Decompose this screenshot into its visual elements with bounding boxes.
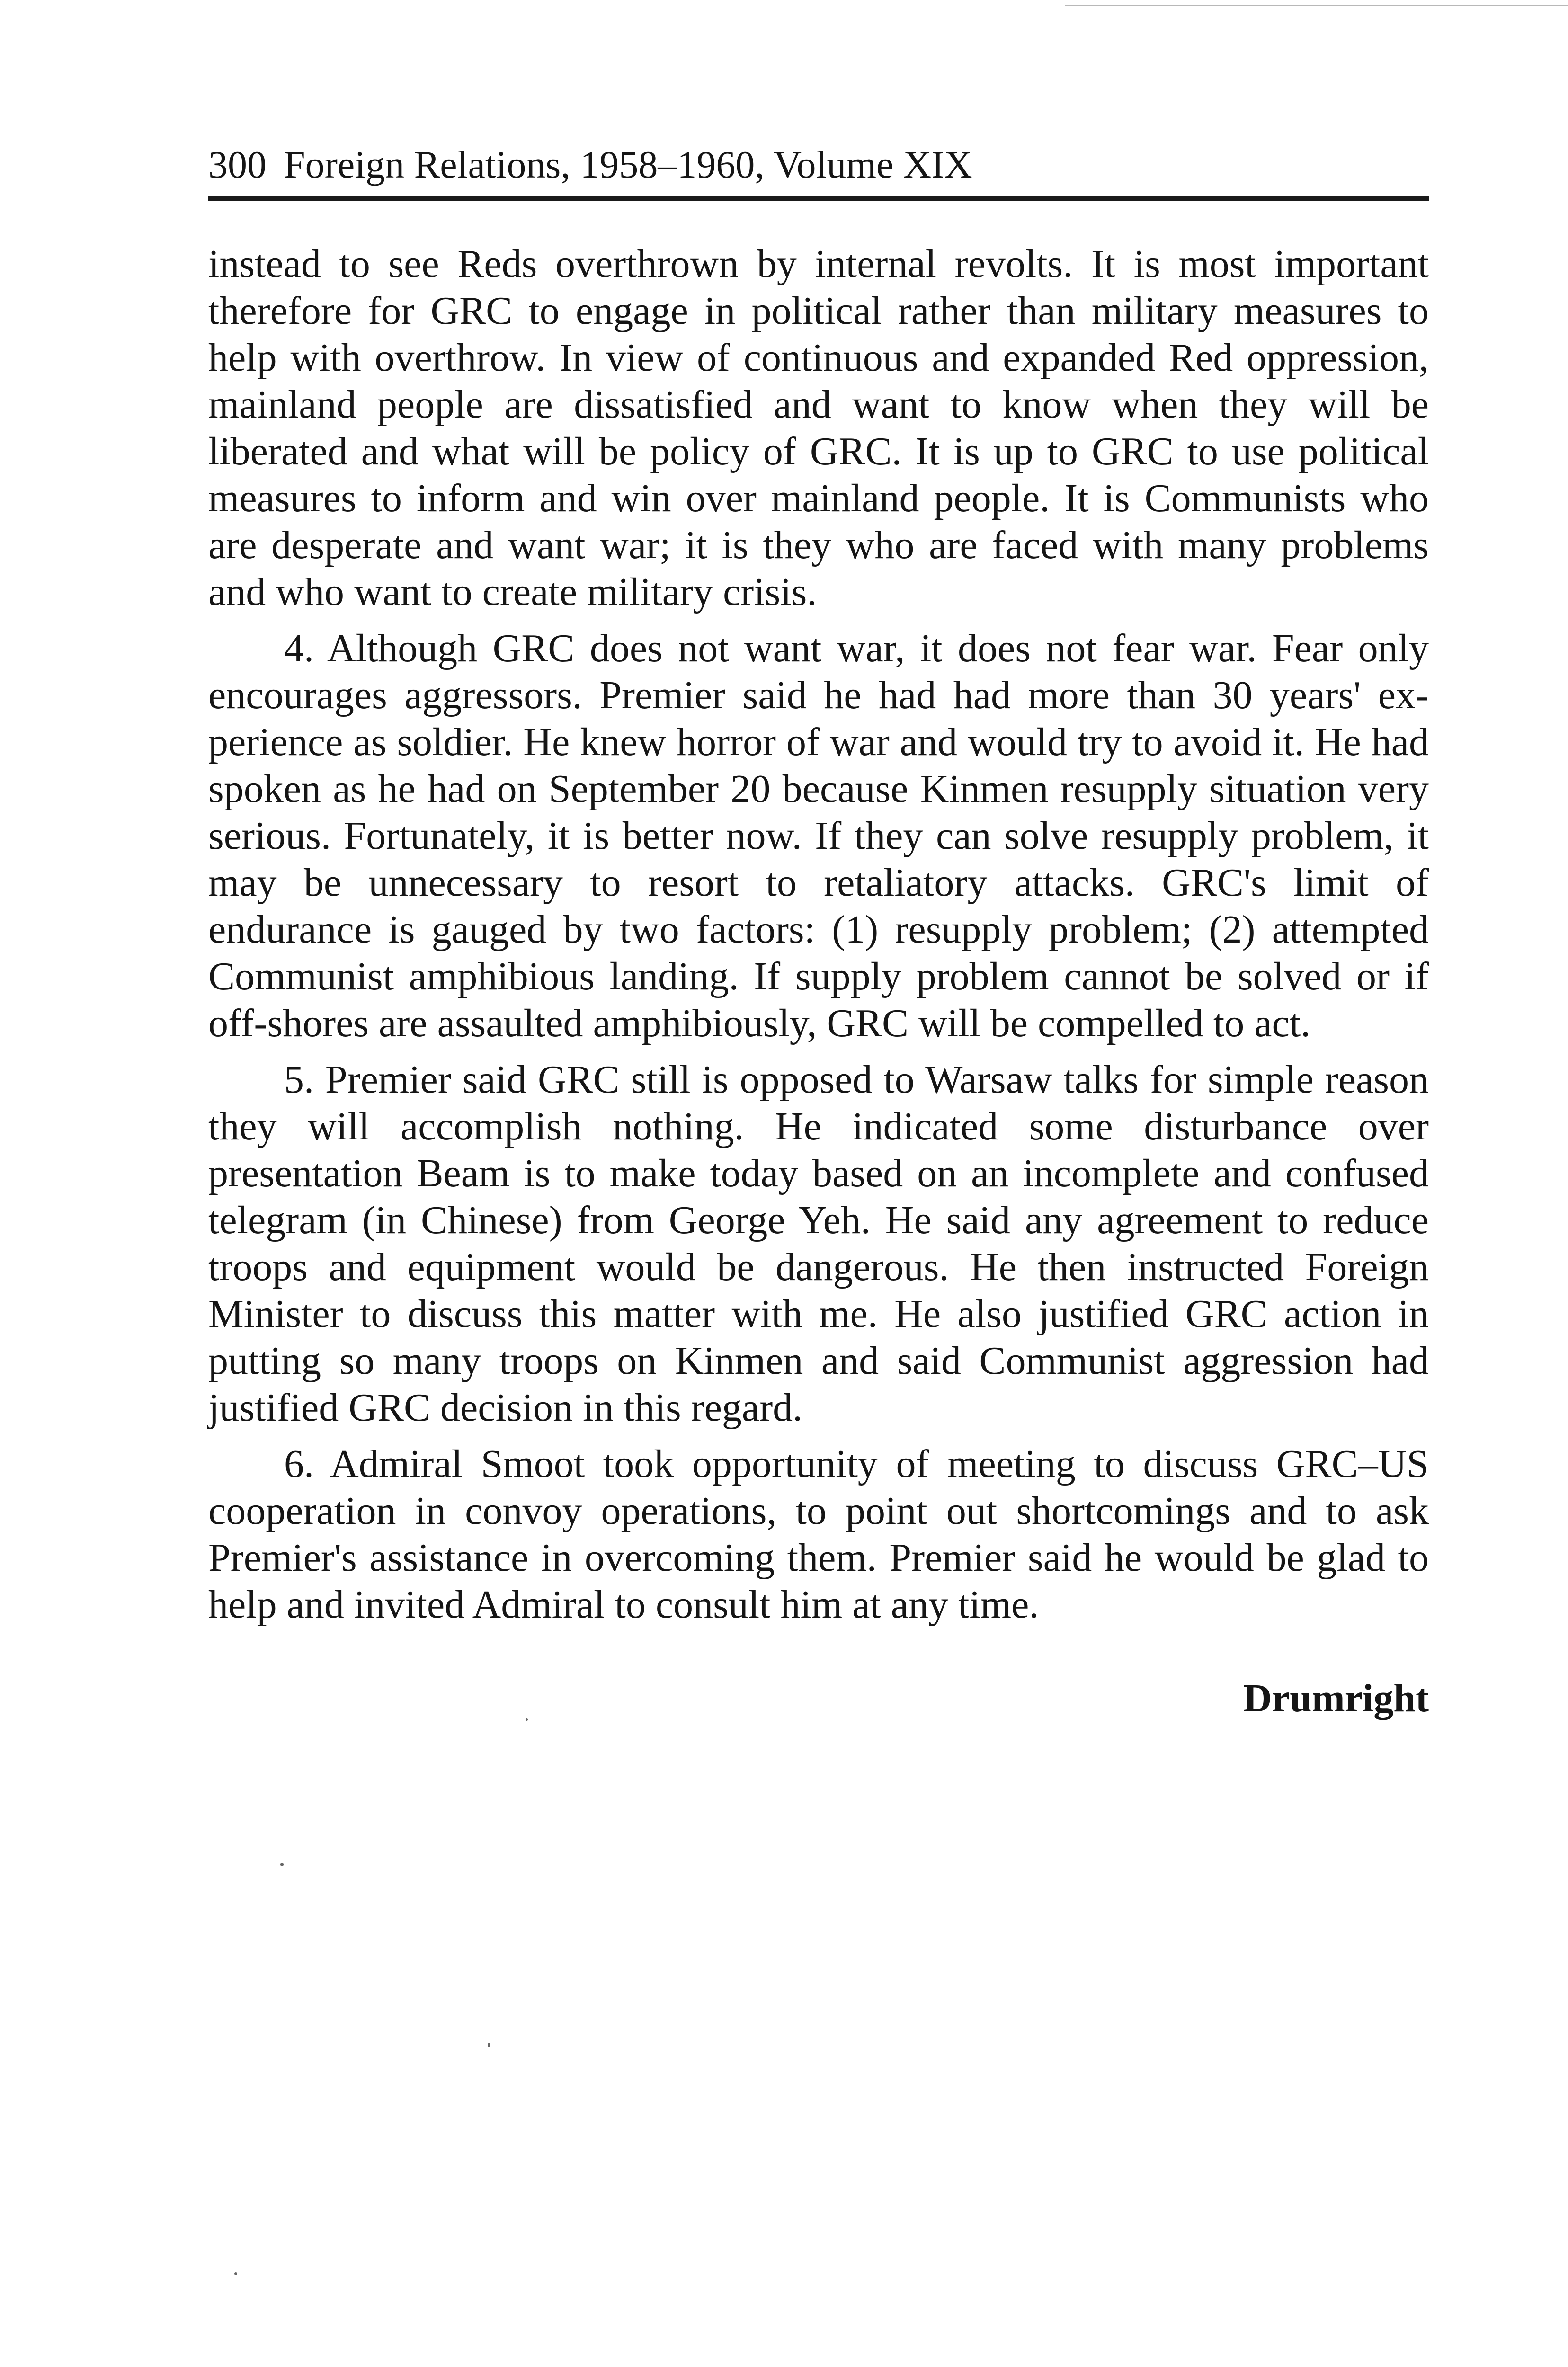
paragraph-5: 5. Premier said GRC still is opposed to Warsaw talks for simple reason they will accomplish nothing. He indicated some disturbance over presentation Beam is to make today based on an incomplete and confused telegram (in Chinese) from George Yeh. He said any agreement to reduce troops and equipment would be dangerous. He then instructed Foreign Minister to discuss this matter with me. He also justified GRC action in putting so many troops on Kinmen and said Communist aggression had justified GRC decision in this regard. [208,1058,1429,1430]
paragraph-6: 6. Admiral Smoot took opportunity of meeting to discuss GRC–US cooperation in convoy operations, to point out shortcomings and to ask Premier's assistance in overcoming them. Premier said he would be glad to help and invited Admiral to consult him at any time. [208,1442,1429,1627]
document-body [208,240,1429,1628]
paragraph-4: 4. Although GRC does not want war, it does not fear war. Fear only encourages aggressors. Premier said he had had more than 30 years' experience as soldier. He knew horror of war and would try to avoid it. He had spoken as he had on September 20 because Kinmen resupply situation very serious. Fortunately, it is better now. If they can solve resupply problem, it may be unnecessary to resort to retaliatory attacks. GRC's limit of endurance is gauged by two factors: (1) resupply problem; (2) attempted Communist amphibious landing. If supply problem cannot be solved or if off-shores are assaulted amphibiously, GRC will be compelled to act. [208,626,1429,1045]
scan-speck [488,2043,490,2047]
volume-title: Foreign Relations, 1958–1960, Volume XIX [284,143,972,186]
page-number: 300 [208,143,267,186]
scan-speck [526,1718,528,1721]
signature: Drumright [1243,1676,1429,1720]
scan-edge-rule [1065,5,1568,6]
header-rule [208,196,1429,201]
scan-speck [234,2272,237,2275]
scan-speck [280,1863,284,1866]
paragraph-continued: instead to see Reds overthrown by internal revolts. It is most important therefore for GRC to engage in political rather than military measures to help with overthrow. In view of continuous and expanded Red oppression, mainland people are dissatisfied and want to know when they will be liberated and what will be policy of GRC. It is up to GRC to use political measures to inform and win over mainland people. It is Communists who are desperate and want war; it is they who are faced with many problems and who want to create military crisis. [208,242,1429,614]
running-head [208,141,1430,188]
